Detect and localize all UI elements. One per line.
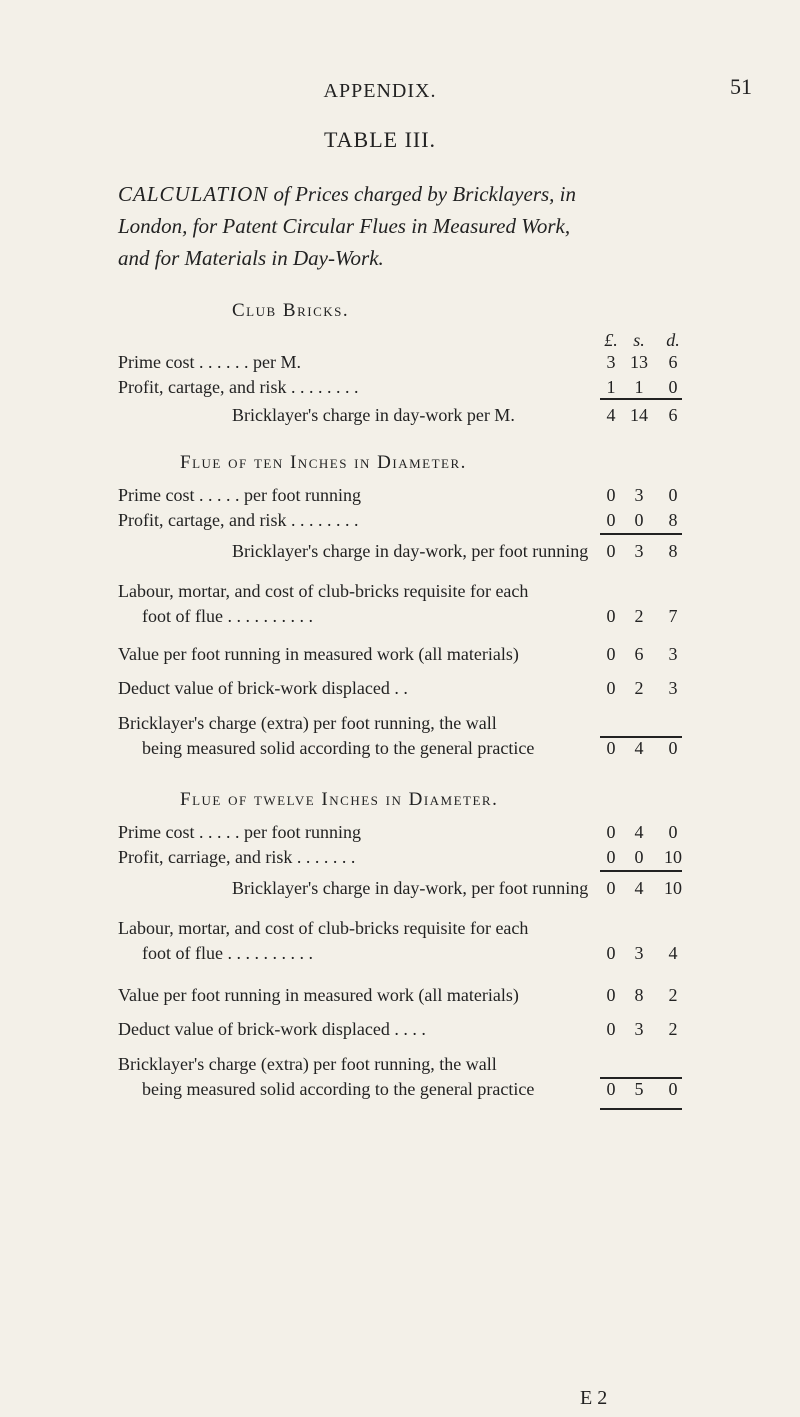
section-heading: Club Bricks. [232,300,350,321]
row-label: Profit, carriage, and risk . . . . . . . [118,847,356,867]
pounds-value: 0 [606,485,616,505]
pounds-value: 0 [606,606,616,626]
pounds-value: 4 [606,405,616,425]
pence-value: 10 [664,847,682,867]
row-label: Bricklayer's charge (extra) per foot running, the wall [118,713,497,733]
pence-value: 6 [668,405,678,425]
row-label: Labour, mortar, and cost of club-bricks requisite for each [118,581,529,601]
pence-value: 2 [668,1019,678,1039]
shillings-value: 3 [634,1019,644,1039]
row-label-continued: foot of flue . . . . . . . . . . [142,943,313,963]
pounds-value: 0 [606,678,616,698]
row-label-continued: being measured solid according to the general practice [142,1079,535,1099]
row-label: Profit, cartage, and risk . . . . . . . . [118,377,359,397]
shillings-value: 4 [634,822,644,842]
sum-rule [600,736,682,738]
pence-value: 0 [668,1079,678,1099]
pounds-value: 0 [606,985,616,1005]
pounds-value: 0 [606,738,616,758]
caption-line-2: London, for Patent Circular Flues in Measured Work, [118,214,571,238]
row-label: Prime cost . . . . . . per M. [118,352,301,372]
row-label: Deduct value of brick-work displaced . . [118,678,408,698]
shillings-value: 2 [634,678,644,698]
page-number: 51 [730,74,752,99]
header-shillings: s. [633,330,645,350]
pounds-value: 0 [606,878,616,898]
row-label: Value per foot running in measured work (all materials) [118,644,519,664]
row-label: Profit, cartage, and risk . . . . . . . . [118,510,359,530]
pounds-value: 0 [606,510,616,530]
pence-value: 8 [668,541,678,561]
shillings-value: 3 [634,485,644,505]
caption-line-1: CALCULATION of Prices charged by Bricklayers, in [118,182,576,206]
row-label: Labour, mortar, and cost of club-bricks requisite for each [118,918,529,938]
shillings-value: 4 [634,738,644,758]
shillings-value: 1 [634,377,644,397]
pounds-value: 1 [606,377,616,397]
pence-value: 2 [668,985,678,1005]
shillings-value: 0 [634,847,644,867]
sum-rule [600,1077,682,1079]
pence-value: 8 [668,510,678,530]
section-heading: Flue of ten Inches in Diameter. [180,452,467,473]
shillings-value: 6 [634,644,644,664]
running-header: APPENDIX. [323,80,437,102]
row-label-continued: being measured solid according to the general practice [142,738,535,758]
pence-value: 7 [668,606,678,626]
row-label: Bricklayer's charge in day-work, per foot running [232,878,589,898]
pence-value: 3 [668,644,678,664]
table-title: TABLE III. [323,127,437,152]
pounds-value: 0 [606,541,616,561]
pounds-value: 0 [606,943,616,963]
caption-line-3: and for Materials in Day-Work. [118,246,384,270]
pounds-value: 3 [606,352,616,372]
header-pence: d. [666,330,680,350]
pence-value: 4 [668,943,678,963]
pounds-value: 0 [606,1019,616,1039]
sum-rule [600,398,682,400]
sum-rule [600,1108,682,1110]
pence-value: 0 [668,822,678,842]
signature-mark: E 2 [580,1387,608,1409]
shillings-value: 14 [630,405,648,425]
pence-value: 0 [668,738,678,758]
row-label: Deduct value of brick-work displaced . . . . [118,1019,426,1039]
pence-value: 0 [668,377,678,397]
shillings-value: 8 [634,985,644,1005]
pence-value: 0 [668,485,678,505]
row-label-continued: foot of flue . . . . . . . . . . [142,606,313,626]
pence-value: 10 [664,878,682,898]
pence-value: 6 [668,352,678,372]
pounds-value: 0 [606,644,616,664]
shillings-value: 2 [634,606,644,626]
shillings-value: 5 [634,1079,644,1099]
row-label: Prime cost . . . . . per foot running [118,485,361,505]
pounds-value: 0 [606,1079,616,1099]
pence-value: 3 [668,678,678,698]
shillings-value: 13 [630,352,648,372]
pounds-value: 0 [606,822,616,842]
row-label: Bricklayer's charge in day-work per M. [232,405,515,425]
row-label: Prime cost . . . . . per foot running [118,822,361,842]
shillings-value: 4 [634,878,644,898]
row-label: Bricklayer's charge in day-work, per foot running [232,541,589,561]
row-label: Value per foot running in measured work (all materials) [118,985,519,1005]
shillings-value: 3 [634,541,644,561]
section-heading: Flue of twelve Inches in Diameter. [180,789,499,810]
row-label: Bricklayer's charge (extra) per foot running, the wall [118,1054,497,1074]
sum-rule [600,870,682,872]
shillings-value: 3 [634,943,644,963]
pounds-value: 0 [606,847,616,867]
shillings-value: 0 [634,510,644,530]
sum-rule [600,533,682,535]
header-pounds: £. [604,330,618,350]
